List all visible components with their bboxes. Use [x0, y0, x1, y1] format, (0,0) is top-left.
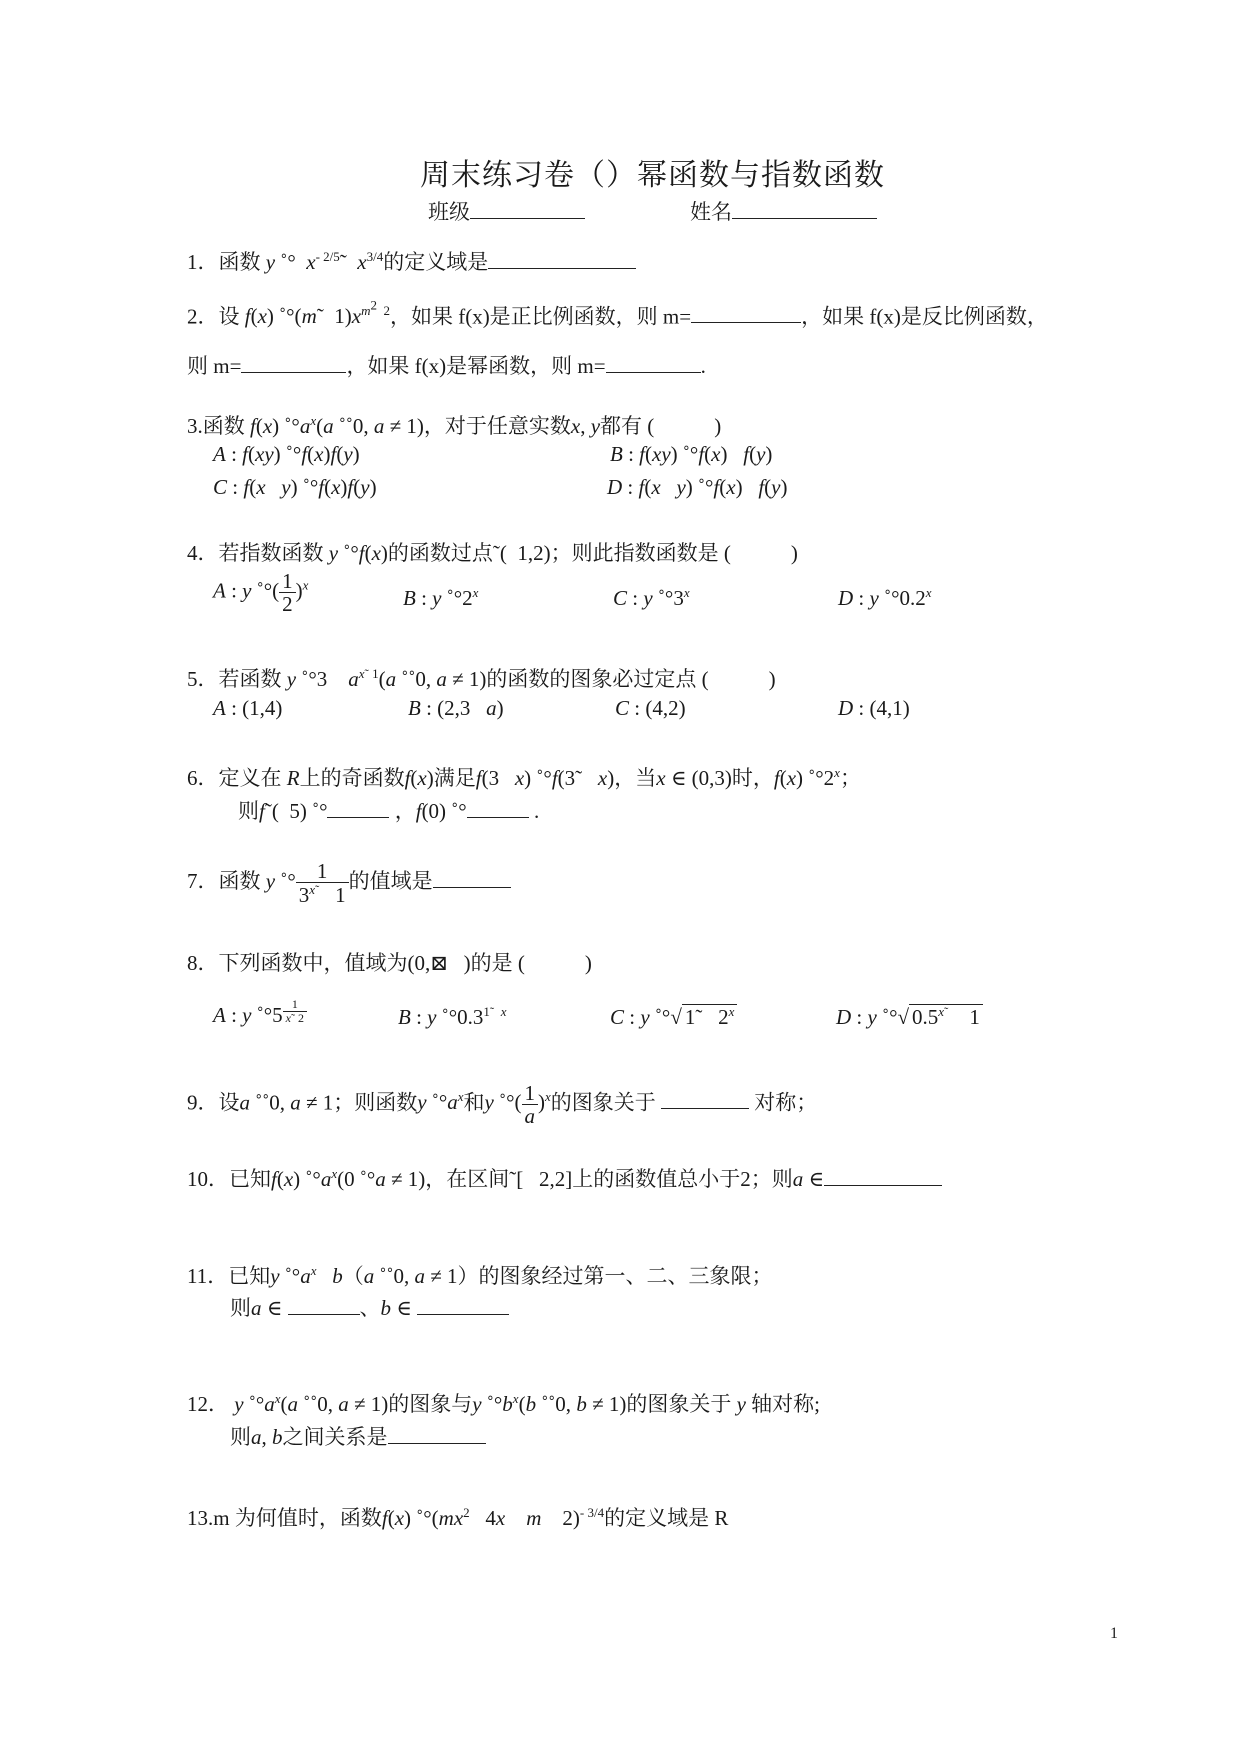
- option-a[interactable]: A : y ˚°5 $^{\frac{1}{x˜ 2}}$: [213, 998, 307, 1028]
- answer-blank[interactable]: [467, 797, 529, 818]
- question-3: [187, 410, 721, 440]
- formula: f(0) ˚°: [415, 799, 467, 823]
- option-d[interactable]: D : y ˚°√ $0.5^{x˜}$ 1: [836, 1004, 983, 1030]
- answer-blank[interactable]: [824, 1165, 942, 1186]
- name-blank[interactable]: [732, 198, 877, 219]
- question-13: [187, 1502, 728, 1532]
- question-text: 满足: [433, 766, 476, 790]
- formula: ˜[ 2,2]: [509, 1167, 573, 1191]
- name-field: [690, 196, 877, 226]
- question-text: 下列函数中，值域为: [218, 951, 408, 975]
- answer-blank[interactable]: [327, 797, 389, 818]
- question-number: 5．: [187, 667, 219, 691]
- formula: f(x) $˚^\circ(mx^2$ 4x m 2)$^{- 3/4}$: [381, 1505, 605, 1530]
- question-2-line2: [187, 350, 706, 380]
- question-text: 上的函数值总小于: [572, 1167, 741, 1191]
- formula: y $˚^\circ a^x$: [417, 1089, 464, 1115]
- question-10: [187, 1163, 942, 1193]
- answer-blank[interactable]: [606, 352, 701, 373]
- question-text: 函数: [218, 868, 261, 893]
- answer-blank[interactable]: [417, 1294, 509, 1315]
- formula: a ˚˚0, a ≠ 1: [239, 1090, 334, 1115]
- question-text: ，在区间: [425, 1167, 510, 1191]
- question-text: 对称；: [754, 1090, 818, 1115]
- question-text: ，如果 f(x)是正比例函数，则 m=: [389, 304, 692, 329]
- option-b[interactable]: B : (2,3 a): [408, 696, 504, 720]
- class-blank[interactable]: [470, 198, 585, 219]
- question-text: 都有 (: [600, 414, 655, 438]
- answer-blank[interactable]: [488, 248, 636, 269]
- question-6: 6．定义在 R上的奇函数f(x)满足f(3 x) ˚°f(3˜ x)，当x ∈ (0,3)时，f(x) ˚°2$^x$；: [187, 765, 861, 790]
- formula: y ˚° $x^{- 2/5}˜$ $x^{3/4}$: [265, 249, 384, 274]
- formula: b ∈: [380, 1296, 412, 1320]
- question-number: 3.: [187, 414, 203, 438]
- formula: (0,⊠ ): [407, 951, 471, 975]
- option-c[interactable]: C : f(x y) ˚°f(x)f(y): [213, 475, 377, 499]
- formula: f˜( 5) ˚°: [259, 799, 328, 823]
- page-title: 周末练习卷（）幂函数与指数函数: [420, 159, 885, 192]
- formula: f(x) $˚^\circ a^x(a$ ˚˚0, a ≠ 1): [250, 413, 424, 438]
- question-text: ；则此指数函数是 (: [550, 541, 731, 565]
- question-number: 13.: [187, 1506, 214, 1530]
- formula: R: [286, 766, 300, 790]
- question-5: [187, 663, 776, 693]
- answer-blank[interactable]: [388, 1423, 486, 1444]
- question-text: 和: [463, 1090, 485, 1115]
- question-8: [187, 947, 592, 977]
- formula: f(x): [404, 766, 434, 790]
- answer-blank[interactable]: [288, 1294, 360, 1315]
- question-text: 之间关系是: [282, 1425, 388, 1449]
- answer-blank[interactable]: [691, 302, 801, 323]
- question-2: [187, 298, 1048, 330]
- question-4: [187, 537, 798, 567]
- option-d[interactable]: D : y ˚°0.2$^x$: [838, 585, 932, 610]
- question-text: ): [768, 667, 776, 691]
- formula: y $˚^\circ a^x(a$ ˚˚0, a ≠ 1): [234, 1391, 389, 1416]
- question-number: 11．: [187, 1264, 229, 1288]
- question-number: 4．: [187, 541, 219, 565]
- question-text: ，如果 f(x)是反比例函数，: [801, 304, 1048, 329]
- formula: ˜( 1,2): [492, 541, 551, 565]
- class-field: [428, 196, 585, 226]
- question-text: 则: [230, 1425, 251, 1449]
- question-text: 已知: [228, 1264, 271, 1288]
- question-number: 1．: [187, 250, 219, 274]
- question-number: 8．: [187, 951, 219, 975]
- question-text: 的图象与: [388, 1392, 473, 1416]
- question-7: [187, 860, 511, 906]
- answer-blank[interactable]: [433, 867, 511, 888]
- option-b[interactable]: B : y $˚^\circ 0.3^{1˜ x}$: [398, 1004, 507, 1029]
- question-text: ): [714, 414, 722, 438]
- question-text: 的图象关于: [550, 1090, 656, 1115]
- option-d[interactable]: D : f(x y) ˚°f(x) f(y): [607, 475, 788, 499]
- question-text: 设: [218, 304, 240, 329]
- question-text: 的函数的图象必过定点 (: [486, 667, 709, 691]
- question-text: 、: [359, 1296, 381, 1320]
- formula: y ˚°f(x): [328, 541, 388, 565]
- question-12: [187, 1388, 820, 1418]
- question-text: 函数: [202, 414, 245, 438]
- formula: y: [736, 1392, 746, 1416]
- option-a[interactable]: A : y ˚°( $\frac{1}{2}$ )$^x$: [213, 569, 309, 617]
- answer-blank[interactable]: [661, 1088, 749, 1109]
- option-c[interactable]: C : y ˚°√ 1˜ 2$^x$: [610, 1004, 737, 1030]
- formula: a, b: [251, 1425, 283, 1449]
- question-text: 的函数过点: [387, 541, 493, 565]
- formula: y $˚^\circ b^x(b$ ˚˚0, b ≠ 1): [472, 1391, 627, 1416]
- question-text: 函数: [218, 250, 261, 274]
- question-number: 10．: [187, 1167, 229, 1191]
- formula: y ˚°( $\frac{1}{a}$ )$^x$: [484, 1081, 551, 1129]
- question-text: ): [790, 541, 798, 565]
- formula: y $˚^\circ a^x$ b（a ˚˚0, a ≠ 1）: [270, 1263, 479, 1288]
- option-a[interactable]: A : f(xy) ˚°f(x)f(y): [213, 442, 360, 466]
- question-11: [187, 1260, 773, 1290]
- question-text: ；则函数: [333, 1090, 418, 1115]
- question-text: .: [700, 354, 706, 378]
- answer-blank[interactable]: [241, 352, 346, 373]
- question-number: 6．: [187, 766, 219, 790]
- question-text: 时，: [731, 766, 774, 790]
- option-c[interactable]: C : (4,2): [615, 696, 686, 720]
- option-c[interactable]: C : y ˚°3$^x$: [613, 585, 690, 610]
- question-text: m 为何值时，函数: [213, 1506, 382, 1530]
- formula: f(x) $˚^\circ a^x(0$ ˚°a ≠ 1): [271, 1166, 426, 1191]
- question-text: 轴对称;: [751, 1392, 821, 1416]
- class-label: 班级: [428, 200, 470, 224]
- question-text: 若指数函数: [218, 541, 324, 565]
- question-number: 9．: [187, 1090, 219, 1115]
- question-text: 的定义域是 R: [604, 1506, 729, 1530]
- option-a[interactable]: A : (1,4): [213, 696, 283, 720]
- formula: x ∈ (0,3): [656, 766, 732, 790]
- question-text: 的图象关于: [626, 1392, 732, 1416]
- question-text: 上的奇函数: [299, 766, 405, 790]
- question-text: 的图象经过第一、二、三象限；: [478, 1264, 773, 1288]
- question-11-line2: [230, 1292, 509, 1322]
- question-6-line2: 则f˜( 5) ˚° ，f(0) ˚° .: [238, 799, 540, 823]
- question-text: ；则: [750, 1167, 793, 1191]
- question-text: 的定义域是: [383, 250, 489, 274]
- formula: 2: [740, 1167, 751, 1191]
- formula: y ˚° $\frac{1}{3^{x˜} 1}$: [266, 869, 349, 893]
- formula: a ∈: [251, 1296, 283, 1320]
- formula: a ∈: [792, 1167, 825, 1191]
- question-number: 12．: [187, 1392, 229, 1416]
- question-number: 2．: [187, 304, 219, 329]
- formula: f(3 x) ˚°f(3˜ x): [475, 766, 615, 790]
- question-text: ，当: [614, 766, 657, 790]
- question-text: 则: [230, 1296, 251, 1320]
- question-text: 若函数: [218, 667, 282, 691]
- question-text: 设: [218, 1090, 240, 1115]
- formula: x, y: [570, 414, 601, 438]
- option-b[interactable]: B : y ˚°2$^x$: [403, 585, 479, 610]
- question-text: 已知: [229, 1167, 271, 1191]
- formula: f(x) ˚°(m˜ $1)x^{m^2 2}$: [244, 298, 390, 329]
- option-b[interactable]: B : f(xy) ˚°f(x) f(y): [610, 442, 773, 466]
- question-text: ，对于任意实数: [423, 414, 571, 438]
- question-text: 的值域是: [348, 868, 433, 893]
- question-text: 则: [238, 799, 259, 823]
- question-text: ): [584, 951, 592, 975]
- option-d[interactable]: D : (4,1): [838, 696, 910, 720]
- formula: y ˚°3 $a^{x˜ 1}(a$ ˚˚0, a ≠ 1): [286, 666, 487, 691]
- question-text: 定义在: [218, 766, 282, 790]
- page-number: 1: [1110, 1625, 1118, 1642]
- question-text: ，如果 f(x)是幂函数，则 m=: [346, 354, 606, 378]
- question-text: 的是 (: [470, 951, 525, 975]
- question-text: 则 m=: [187, 354, 242, 378]
- formula: f(x) ˚°2$^x$: [773, 765, 840, 790]
- question-12-line2: [230, 1421, 486, 1451]
- question-1: [187, 246, 636, 276]
- name-label: 姓名: [690, 200, 732, 224]
- question-number: 7．: [187, 868, 219, 893]
- question-9: [187, 1082, 817, 1127]
